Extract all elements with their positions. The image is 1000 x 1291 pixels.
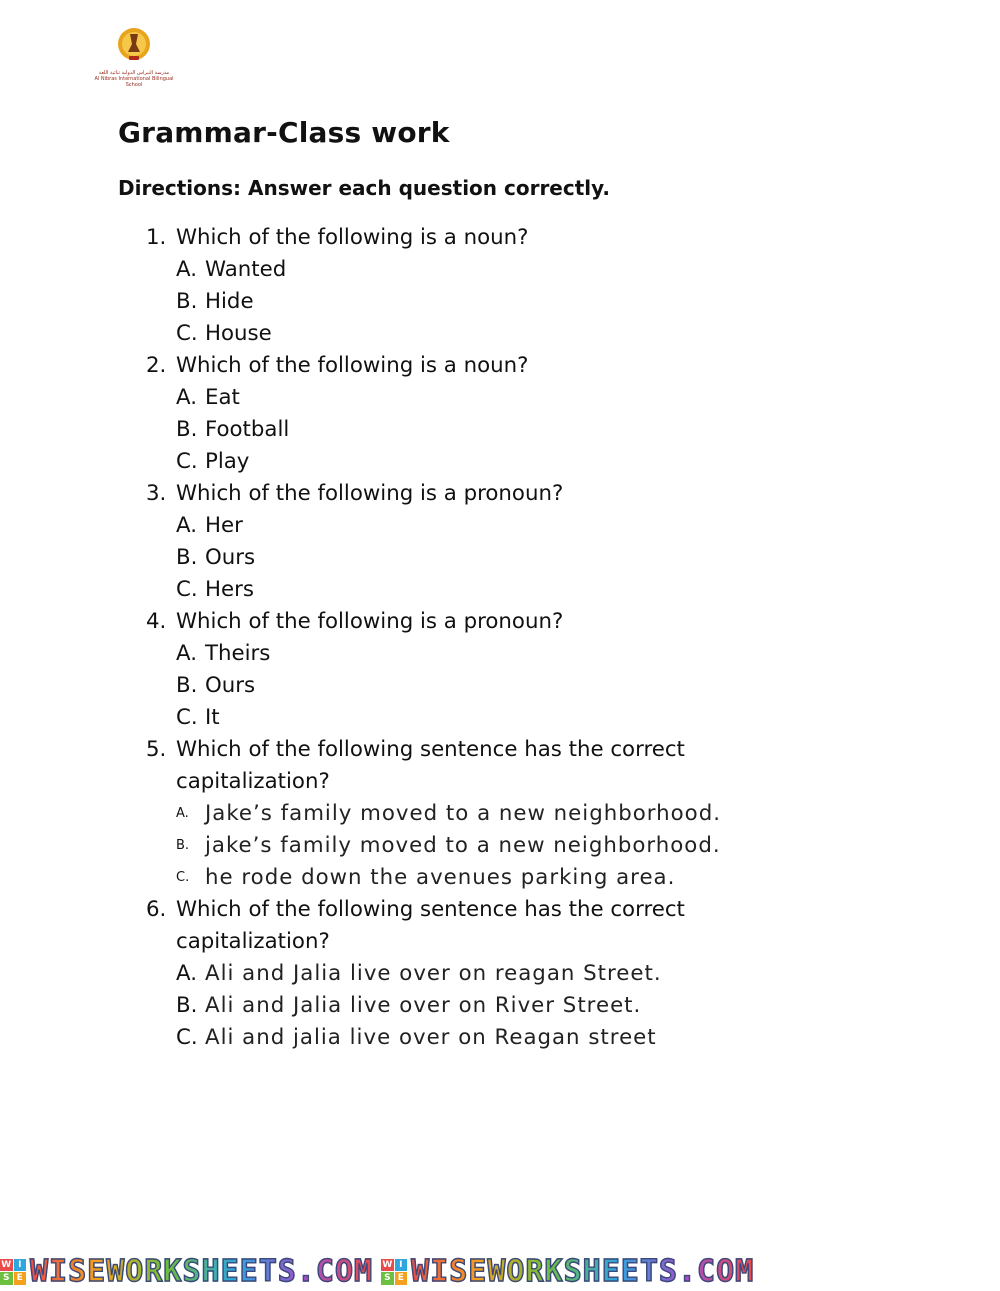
- question-item: [146, 350, 786, 478]
- option-text: he rode down the avenues parking area.: [205, 865, 676, 890]
- question-number: 1.: [146, 225, 167, 250]
- answer-option: [146, 382, 786, 414]
- question-number: 5.: [146, 737, 167, 762]
- question-text: Which of the following sentence has the correct capitalization?: [176, 737, 685, 794]
- question-number: 6.: [146, 897, 167, 922]
- answer-option: [146, 574, 786, 606]
- icon-block: S: [381, 1272, 394, 1285]
- question-list: [146, 222, 786, 1054]
- question-item: [146, 734, 786, 894]
- option-text: Football: [205, 417, 290, 442]
- watermark-footer: [0, 1252, 1000, 1291]
- option-letter: A.: [176, 641, 197, 666]
- option-letter: A.: [176, 806, 189, 821]
- icon-block: E: [14, 1272, 27, 1285]
- question-text: Which of the following is a noun?: [176, 225, 529, 250]
- question-number: 2.: [146, 353, 167, 378]
- option-text: Wanted: [205, 257, 287, 282]
- school-logo: [92, 26, 176, 90]
- option-letter: B.: [176, 838, 190, 853]
- answer-option: [146, 862, 786, 894]
- option-letter: C.: [176, 870, 190, 885]
- option-text: Ours: [205, 545, 256, 570]
- option-text: Jake’s family moved to a new neighborhood.: [205, 801, 721, 826]
- answer-option: [146, 702, 786, 734]
- answer-option: [146, 830, 786, 862]
- answer-option: [146, 286, 786, 318]
- option-text: Her: [205, 513, 243, 538]
- option-text: House: [205, 321, 272, 346]
- icon-block: W: [382, 1259, 393, 1270]
- answer-option: [146, 510, 786, 542]
- option-text: It: [205, 705, 220, 730]
- option-text: Ali and Jalia live over on River Street.: [205, 993, 642, 1018]
- option-letter: A.: [176, 385, 197, 410]
- watermark-text: WISEWORKSHEETS.COM: [411, 1254, 755, 1289]
- option-letter: B.: [176, 545, 198, 570]
- option-letter: C.: [176, 705, 198, 730]
- option-letter: B.: [176, 993, 198, 1018]
- answer-option: [146, 958, 786, 990]
- school-emblem-icon: [116, 26, 152, 66]
- question-text: Which of the following is a pronoun?: [176, 609, 564, 634]
- answer-option: [146, 254, 786, 286]
- option-text: jake’s family moved to a new neighborhood.: [205, 833, 721, 858]
- watermark-text: WISEWORKSHEETS.COM: [30, 1254, 374, 1289]
- answer-option: [146, 798, 786, 830]
- watermark-logo: [381, 1254, 754, 1289]
- question-text: Which of the following is a pronoun?: [176, 481, 564, 506]
- answer-option: [146, 638, 786, 670]
- option-letter: B.: [176, 673, 198, 698]
- icon-block: W: [1, 1259, 12, 1270]
- option-text: Hide: [205, 289, 254, 314]
- wise-blocks-icon: [0, 1259, 26, 1285]
- option-text: Ours: [205, 673, 256, 698]
- question-item: [146, 222, 786, 350]
- option-text: Eat: [205, 385, 240, 410]
- school-name-arabic: مدرسة النبراس الدولية ثنائية اللغة: [98, 70, 170, 76]
- question-item: [146, 894, 786, 1054]
- option-letter: C.: [176, 577, 198, 602]
- icon-block: E: [395, 1272, 408, 1285]
- icon-block: I: [14, 1259, 27, 1272]
- option-text: Hers: [205, 577, 254, 602]
- option-letter: C.: [176, 449, 198, 474]
- question-item: [146, 478, 786, 606]
- directions: Directions: Answer each question correctly.: [118, 176, 610, 200]
- page-title: Grammar-Class work: [118, 116, 450, 149]
- watermark-logo: [0, 1254, 373, 1289]
- question-number: 3.: [146, 481, 167, 506]
- icon-block: I: [395, 1259, 408, 1272]
- icon-block: S: [0, 1272, 13, 1285]
- answer-option: [146, 1022, 786, 1054]
- question-text: Which of the following is a noun?: [176, 353, 529, 378]
- answer-option: [146, 990, 786, 1022]
- answer-option: [146, 542, 786, 574]
- question-text: Which of the following sentence has the correct capitalization?: [176, 897, 685, 954]
- school-name-english: Al Nibras International Bilingual School: [94, 76, 174, 88]
- option-letter: C.: [176, 1025, 198, 1050]
- option-letter: A.: [176, 961, 197, 986]
- option-letter: B.: [176, 417, 198, 442]
- question-number: 4.: [146, 609, 167, 634]
- option-text: Ali and jalia live over on Reagan street: [205, 1025, 657, 1050]
- answer-option: [146, 670, 786, 702]
- option-text: Play: [205, 449, 250, 474]
- answer-option: [146, 318, 786, 350]
- option-letter: A.: [176, 513, 197, 538]
- answer-option: [146, 414, 786, 446]
- option-letter: A.: [176, 257, 197, 282]
- question-item: [146, 606, 786, 734]
- wise-blocks-icon: [381, 1259, 407, 1285]
- answer-option: [146, 446, 786, 478]
- option-letter: B.: [176, 289, 198, 314]
- option-letter: C.: [176, 321, 198, 346]
- option-text: Ali and Jalia live over on reagan Street.: [205, 961, 662, 986]
- option-text: Theirs: [205, 641, 271, 666]
